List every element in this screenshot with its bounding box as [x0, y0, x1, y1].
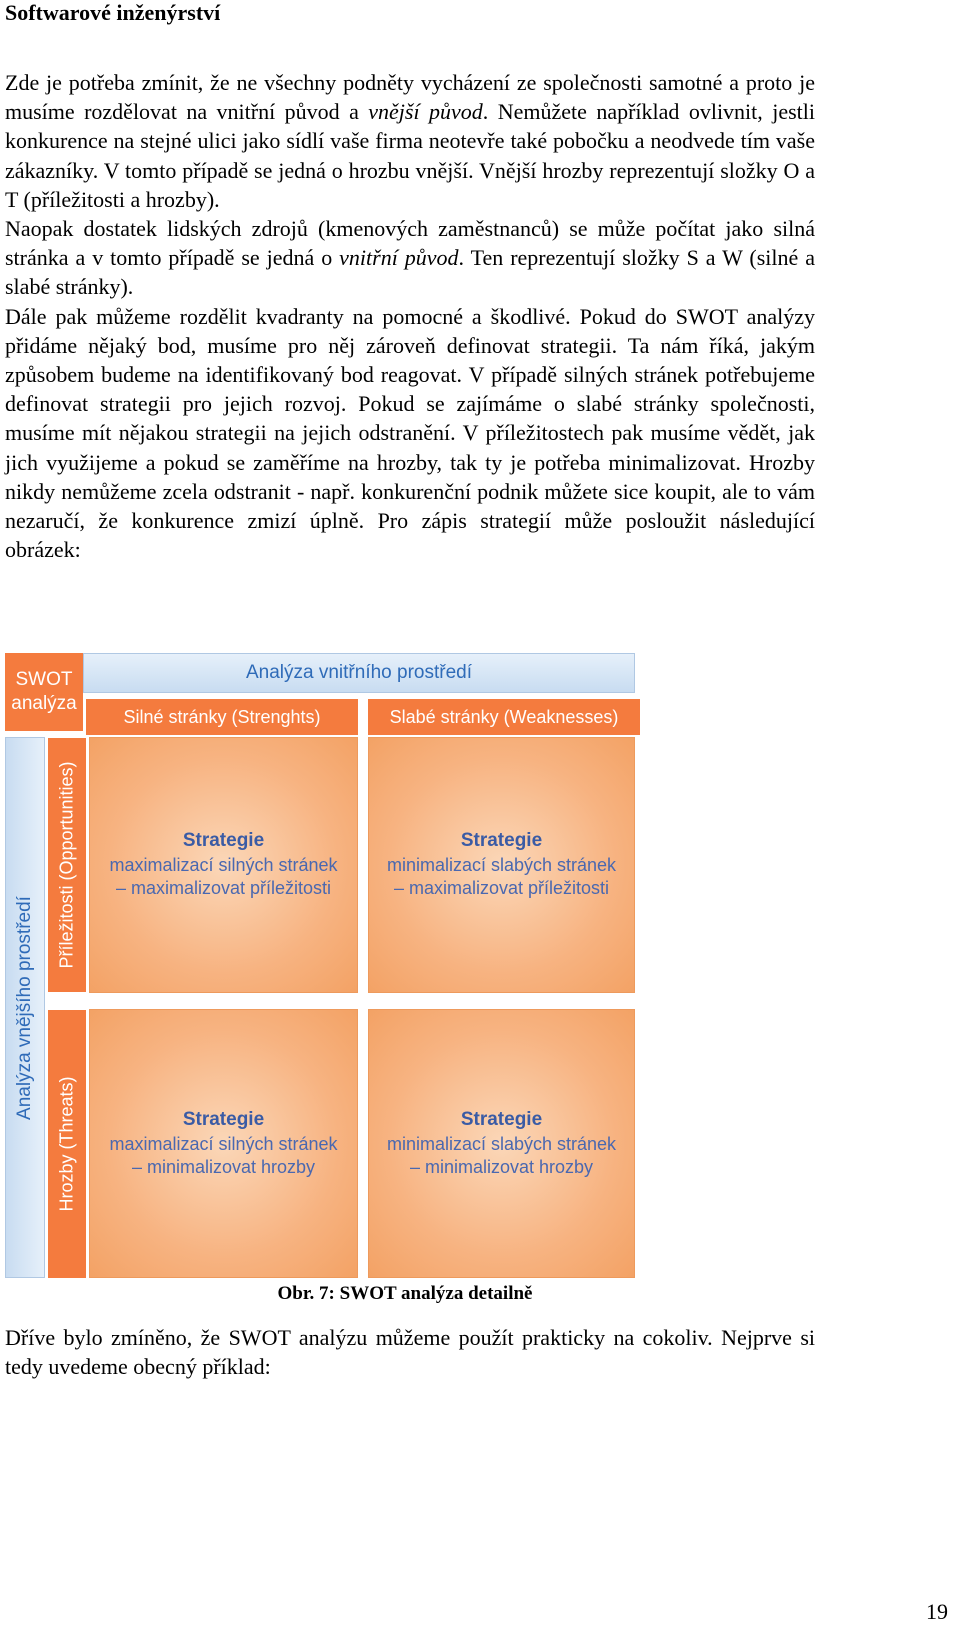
- quadrant-so: Strategie maximalizací silných stránek – maximalizovat příležitosti: [89, 737, 358, 993]
- paragraph-3: Dále pak můžeme rozdělit kvadranty na pomocné a škodlivé. Pokud do SWOT analýzy přidáme nějaký bod, musíme pro něj zároveň definovat strategii. Ta nám říká, jakým způsobem budeme na identifikovaný bod reagovat. V případě silných stránek potřebujeme definovat strategii pro jejich rozvoj. Pokud se zajímáme o slabé stránky společnosti, musíme mít nějakou strategii na jejich odstranění. V příležitostech pak musíme vědět, jak jich využijeme a pokud se zaměříme na hrozby, tak ty je potřeba minimalizovat. Hrozby nikdy nemůžeme zcela odstranit - např. konkurenční podnik můžete sice koupit, ale to vám nezaručí, že konkurence zmizí úplně. Pro zápis strategií může posloužit následující obrázek:: [5, 303, 815, 563]
- emphasis-external-origin: vnější původ: [368, 99, 483, 125]
- quadrant-title: Strategie: [182, 1108, 265, 1130]
- external-analysis-label: Analýza vnějšího prostředí: [14, 895, 35, 1120]
- figure-caption: Obr. 7: SWOT analýza detailně: [277, 1283, 533, 1304]
- page-number: 19: [926, 1599, 948, 1624]
- quadrant-wo: Strategie minimalizací slabých stránek – maximalizovat příležitosti: [368, 737, 635, 993]
- swot-diagram: [5, 653, 635, 1278]
- page-header: Softwarové inženýrství: [5, 0, 221, 25]
- threats-header: [48, 1010, 86, 1278]
- body-text: [5, 68, 815, 564]
- paragraph-1: Zde je potřeba zmínit, že ne všechny podněty vycházení ze společnosti samotné a proto je musíme rozdělovat na vnitřní původ a vnější původ. Nemůžete například ovlivnit, jestli konkurence na stejné ulici jako sídlí vaše firma neotevře také pobočku a neodvede tím vaše zákazníky. V tomto případě se jedná o hrozbu vnější. Vnější hrozby reprezentují složky O a T (příležitosti a hrozby).: [5, 70, 815, 212]
- opportunities-header: [48, 738, 86, 992]
- opportunities-label: Příležitosti (Opportunities): [56, 761, 77, 969]
- quadrant-title: Strategie: [182, 830, 265, 851]
- internal-analysis-band: Analýza vnitřního prostředí: [83, 653, 635, 693]
- quadrant-title: Strategie: [460, 830, 543, 851]
- strengths-header: Silné stránky (Strenghts): [86, 699, 358, 735]
- weaknesses-header: Slabé stránky (Weaknesses): [368, 699, 640, 735]
- quadrant-st: Strategie maximalizací silných stránek – minimalizovat hrozby: [89, 1009, 358, 1278]
- paragraph-4: Dříve bylo zmíněno, že SWOT analýzu můžeme použít prakticky na cokoliv. Nejprve si tedy uvedeme obecný příklad:: [5, 1325, 815, 1380]
- external-analysis-band: [5, 737, 45, 1278]
- swot-corner-label: SWOT analýza: [5, 653, 83, 731]
- quadrant-wt: Strategie minimalizací slabých stránek – minimalizovat hrozby: [368, 1009, 635, 1278]
- emphasis-internal-origin: vnitřní původ: [339, 245, 459, 271]
- paragraph-2: Naopak dostatek lidských zdrojů (kmenových zaměstnanců) se může počítat jako silná stránka a v tomto případě se jedná o vnitřní původ. Ten reprezentují složky S a W (silné a slabé stránky).: [5, 216, 815, 300]
- threats-label: Hrozby (Threats): [56, 1076, 77, 1212]
- quadrant-title: Strategie: [460, 1108, 543, 1130]
- closing-text: [5, 1323, 815, 1381]
